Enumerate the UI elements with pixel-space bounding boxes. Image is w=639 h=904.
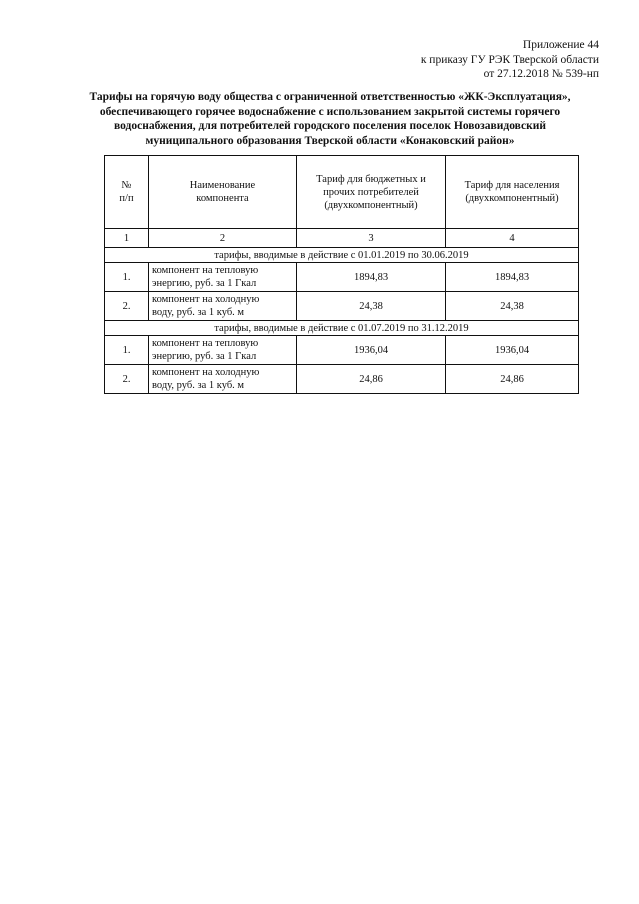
population-tariff-value: 24,38 <box>446 292 579 321</box>
header-population-tariff <box>446 156 579 229</box>
header-number <box>105 156 149 229</box>
budget-tariff-value: 1936,04 <box>297 336 446 365</box>
header-budget-tariff <box>297 156 446 229</box>
population-tariff-value: 1894,83 <box>446 263 579 292</box>
appendix-reference <box>421 38 599 82</box>
budget-tariff-value: 1894,83 <box>297 263 446 292</box>
population-tariff-value: 1936,04 <box>446 336 579 365</box>
table-row <box>105 336 579 365</box>
component-name-line: воду, руб. за 1 куб. м <box>152 380 245 391</box>
row-number: 2. <box>105 292 149 321</box>
appendix-order-date: от 27.12.2018 № 539-нп <box>483 68 599 80</box>
column-number: 2 <box>149 229 297 248</box>
component-name-line: компонент на холодную <box>152 294 260 305</box>
header-text: п/п <box>119 193 134 204</box>
title-line: муниципального образования Тверской области «Конаковский район» <box>145 134 515 147</box>
header-text: Тариф для населения <box>464 180 560 191</box>
component-name-line: энергию, руб. за 1 Гкал <box>152 351 257 362</box>
row-number: 2. <box>105 365 149 394</box>
header-text: Наименование <box>189 180 256 191</box>
header-text: (двухкомпонентный) <box>324 199 418 211</box>
row-number: 1. <box>105 263 149 292</box>
component-name-line: компонент на тепловую <box>152 338 259 349</box>
component-name <box>149 292 297 321</box>
header-text: № <box>121 180 132 191</box>
header-text: компонента <box>196 193 249 204</box>
table-row <box>105 263 579 292</box>
title-line: обеспечивающего горячее водоснабжение с использованием закрытой системы горячего <box>99 105 561 118</box>
column-number: 1 <box>105 229 149 248</box>
component-name <box>149 336 297 365</box>
appendix-number: Приложение 44 <box>522 39 599 51</box>
column-number-row <box>105 229 579 248</box>
appendix-order-ref: к приказу ГУ РЭК Тверской области <box>420 53 599 66</box>
tariff-table <box>104 155 579 394</box>
component-name <box>149 263 297 292</box>
column-number: 3 <box>297 229 446 248</box>
header-text: (двухкомпонентный) <box>465 193 559 204</box>
period-label: тарифы, вводимые в действие с 01.07.2019 по 31.12.2019 <box>105 321 579 336</box>
component-name <box>149 365 297 394</box>
table-header-row <box>105 156 579 229</box>
title-line: водоснабжения, для потребителей городского поселения поселок Новозавидовский <box>113 120 547 132</box>
budget-tariff-value: 24,38 <box>297 292 446 321</box>
population-tariff-value: 24,86 <box>446 365 579 394</box>
column-number: 4 <box>446 229 579 248</box>
document-title <box>70 90 590 148</box>
component-name-line: воду, руб. за 1 куб. м <box>152 307 245 318</box>
header-text: Тариф для бюджетных и <box>316 173 426 185</box>
component-name-line: компонент на холодную <box>152 367 260 378</box>
period-row <box>105 321 579 336</box>
budget-tariff-value: 24,86 <box>297 365 446 394</box>
period-label: тарифы, вводимые в действие с 01.01.2019 по 30.06.2019 <box>105 248 579 263</box>
header-text: прочих потребителей <box>323 186 419 198</box>
header-component-name <box>149 156 297 229</box>
row-number: 1. <box>105 336 149 365</box>
table-row <box>105 292 579 321</box>
component-name-line: энергию, руб. за 1 Гкал <box>152 278 257 289</box>
period-row <box>105 248 579 263</box>
component-name-line: компонент на тепловую <box>152 265 259 276</box>
title-line: Тарифы на горячую воду общества с ограниченной ответственностью «ЖК-Эксплуатация», <box>89 91 571 103</box>
table-row <box>105 365 579 394</box>
